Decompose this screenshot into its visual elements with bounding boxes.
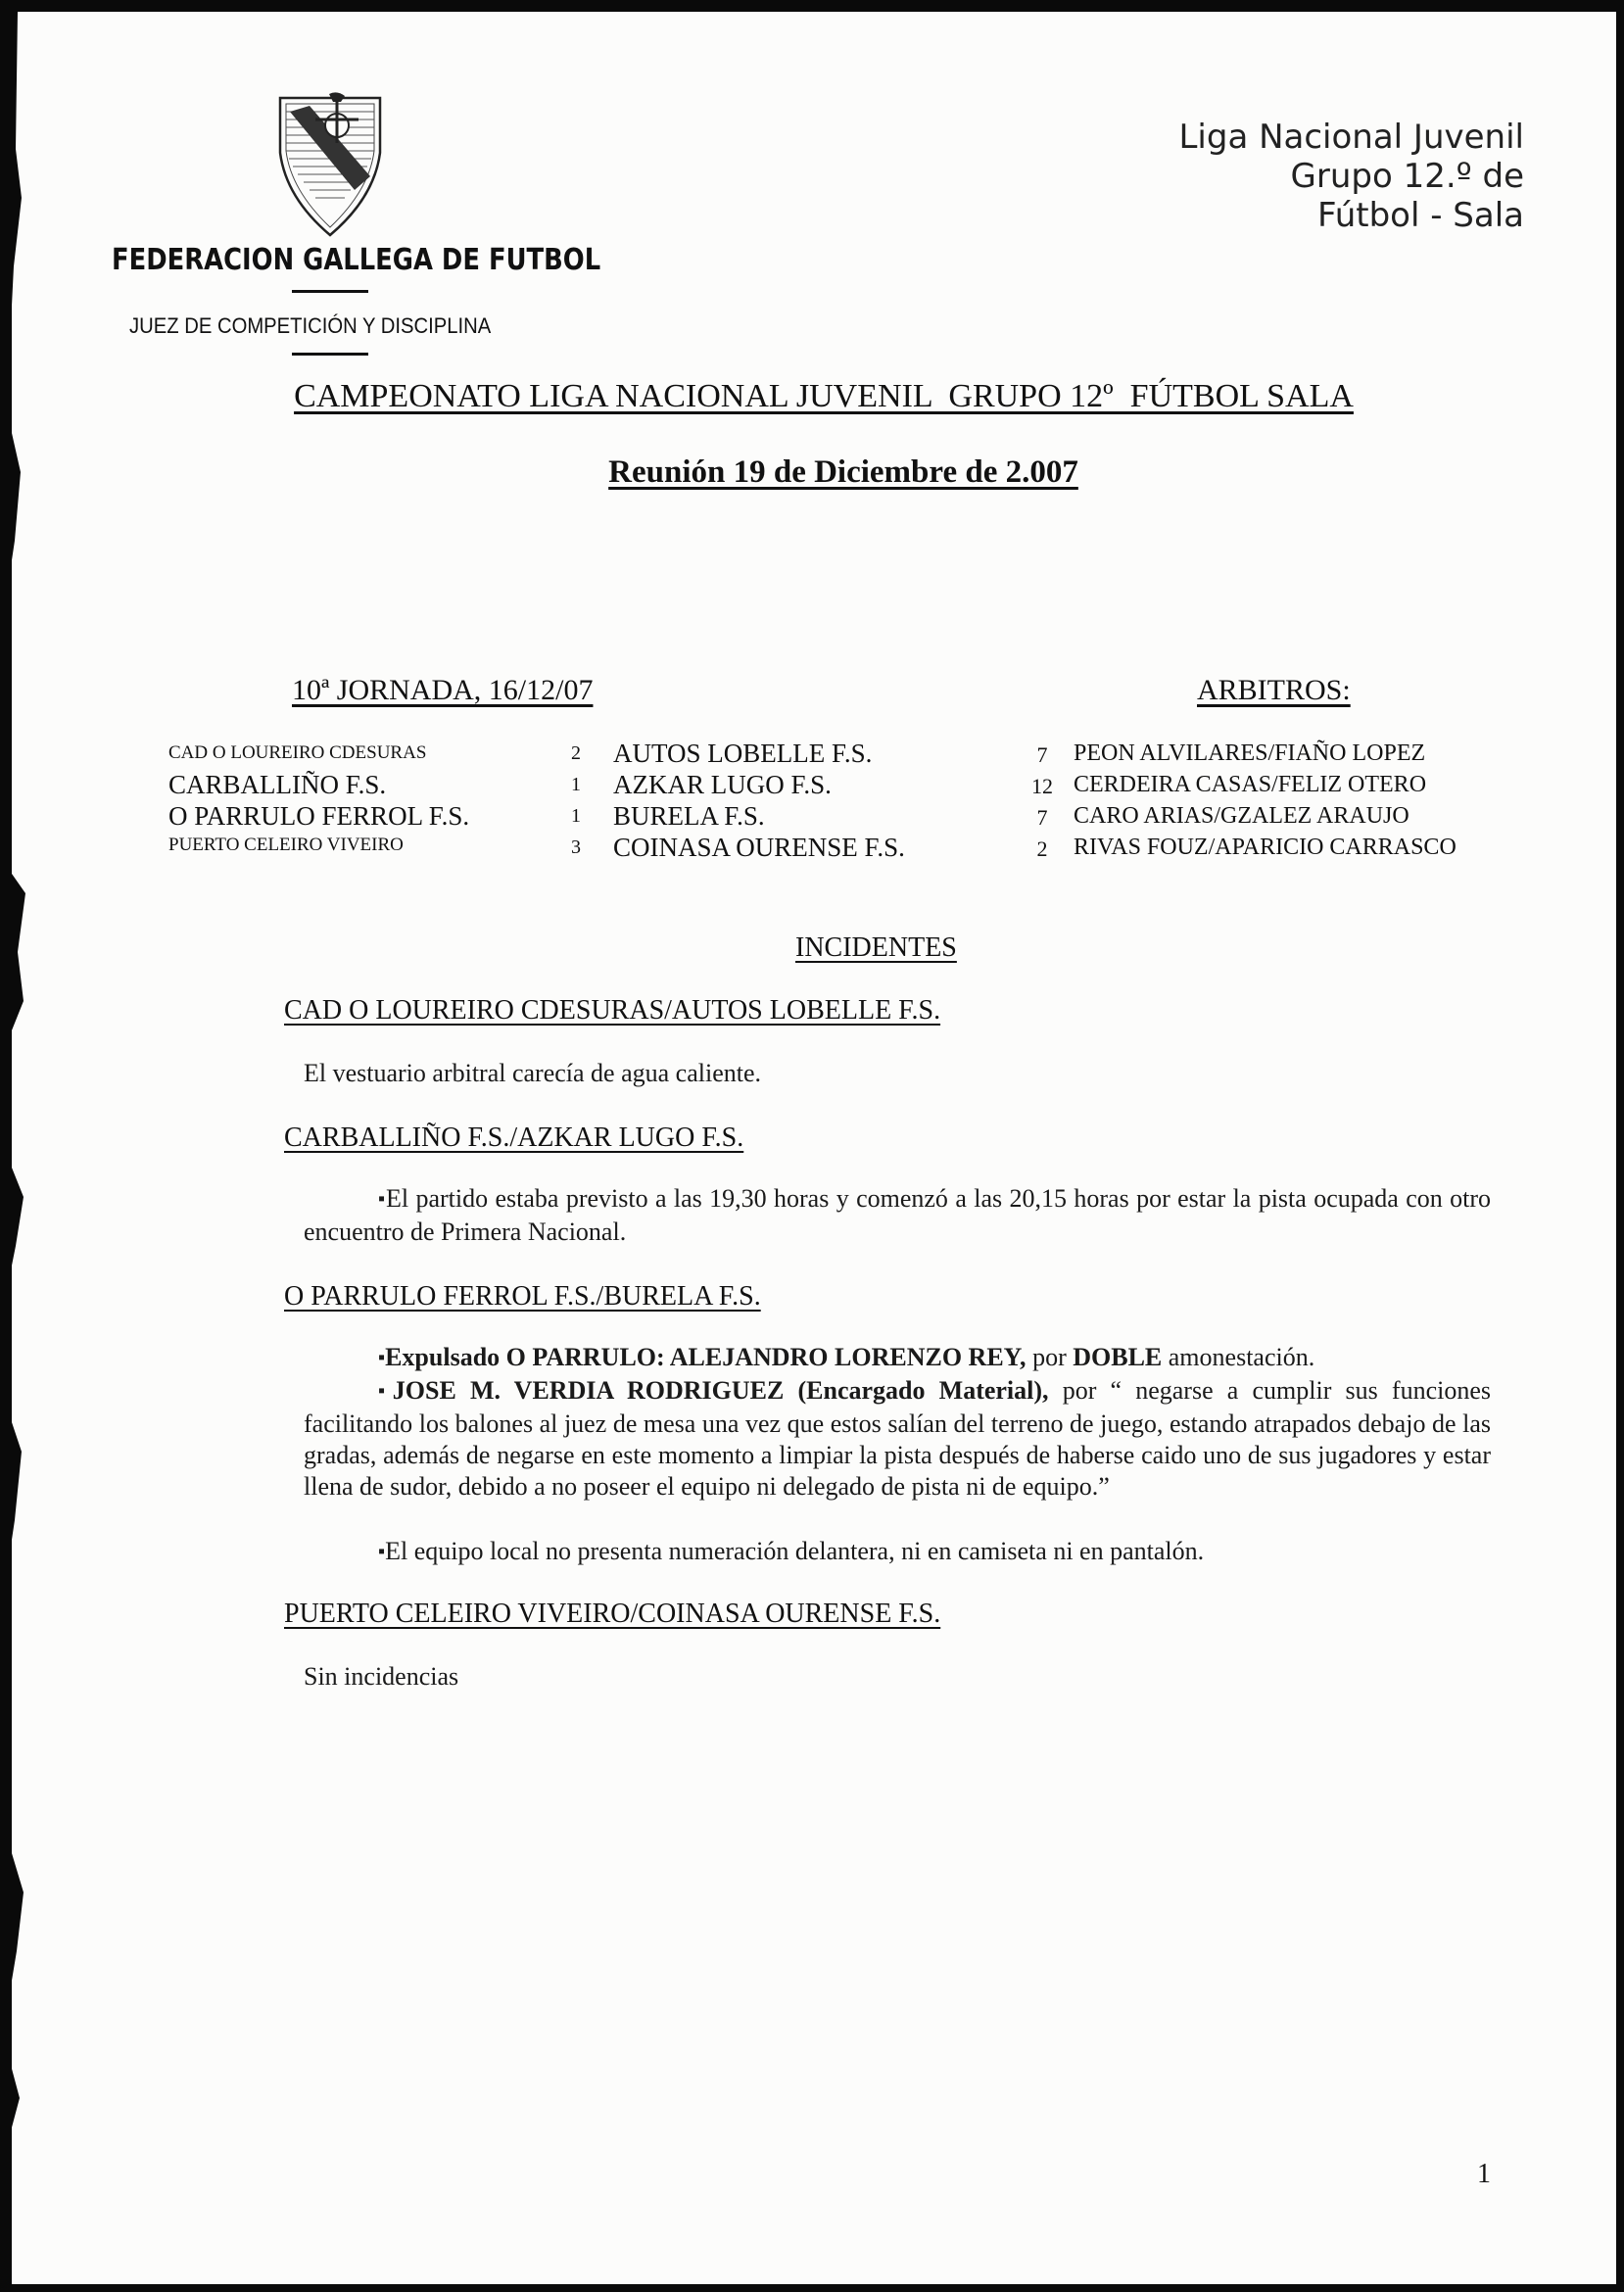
local-goals: 1 bbox=[571, 774, 581, 795]
incident-text: Sin incidencias bbox=[304, 1662, 459, 1691]
result-row bbox=[12, 739, 1616, 770]
match-heading: CAD O LOUREIRO CDESURAS/AUTOS LOBELLE F.S. bbox=[284, 995, 941, 1026]
local-team: CARBALLIÑO F.S. bbox=[168, 770, 387, 799]
match-heading: PUERTO CELEIRO VIVEIRO/COINASA OURENSE F.S. bbox=[284, 1599, 941, 1629]
local-team: O PARRULO FERROL F.S. bbox=[168, 801, 470, 831]
visitor-team: AZKAR LUGO F.S. bbox=[613, 770, 832, 799]
official-name: JOSE M. VERDIA RODRIGUEZ (Encargado Material), bbox=[392, 1376, 1049, 1405]
visitor-goals: 7 bbox=[1036, 805, 1048, 830]
bullet-icon bbox=[378, 1184, 386, 1213]
local-goals: 2 bbox=[571, 742, 581, 764]
bullet-icon bbox=[378, 1537, 385, 1565]
visitor-team: BURELA F.S. bbox=[613, 801, 765, 831]
bullet-icon bbox=[378, 1376, 393, 1405]
result-row bbox=[12, 801, 1616, 833]
document-page bbox=[12, 12, 1616, 2284]
bullet-icon bbox=[378, 1343, 385, 1371]
result-row bbox=[12, 770, 1616, 801]
league-line: Grupo 12.º de bbox=[1290, 157, 1524, 196]
jornada-heading: 10ª JORNADA, 16/12/07 bbox=[292, 674, 594, 706]
incident-text-body: El partido estaba previsto a las 19,30 horas y comenzó a las 20,15 horas por estar la pista ocupada con otro encuentro de Primera Nacional. bbox=[304, 1184, 1491, 1246]
referees: RIVAS FOUZ/APARICIO CARRASCO bbox=[1074, 835, 1457, 860]
local-goals: 1 bbox=[571, 805, 581, 827]
visitor-team: COINASA OURENSE F.S. bbox=[613, 833, 905, 862]
referees: PEON ALVILARES/FIAÑO LOPEZ bbox=[1074, 740, 1426, 766]
result-row bbox=[12, 833, 1616, 864]
header-rule bbox=[292, 290, 368, 293]
federation-logo-icon bbox=[276, 92, 384, 239]
referees: CERDEIRA CASAS/FELIZ OTERO bbox=[1074, 772, 1427, 797]
local-team: CAD O LOUREIRO CDESURAS bbox=[168, 742, 427, 763]
incidents-heading: INCIDENTES bbox=[795, 932, 957, 963]
federation-name: FEDERACION GALLEGA DE FUTBOL bbox=[112, 243, 601, 277]
material-incident bbox=[304, 1375, 1491, 1503]
referees-heading: ARBITROS: bbox=[1197, 674, 1351, 706]
page-number: 1 bbox=[1477, 2159, 1491, 2189]
federation-subtitle: JUEZ DE COMPETICIÓN Y DISCIPLINA bbox=[129, 313, 492, 338]
numbering-note bbox=[378, 1536, 1204, 1569]
incident-text: El vestuario arbitral carecía de agua caliente. bbox=[304, 1059, 762, 1087]
reason-bold: DOBLE bbox=[1073, 1343, 1163, 1371]
expulsion-note bbox=[378, 1342, 1314, 1375]
expelled-player: Expulsado O PARRULO: ALEJANDRO LORENZO REY, bbox=[385, 1343, 1027, 1371]
note-text: amonestación. bbox=[1162, 1343, 1315, 1371]
note-text: por bbox=[1026, 1343, 1074, 1371]
league-line: Liga Nacional Juvenil bbox=[1178, 118, 1524, 157]
visitor-goals: 7 bbox=[1036, 742, 1048, 767]
match-heading: CARBALLIÑO F.S./AZKAR LUGO F.S. bbox=[284, 1122, 744, 1153]
league-label bbox=[1178, 118, 1524, 235]
referees: CARO ARIAS/GZALEZ ARAUJO bbox=[1074, 803, 1409, 829]
meeting-date: Reunión 19 de Diciembre de 2.007 bbox=[608, 454, 1078, 490]
header-rule bbox=[292, 353, 368, 356]
incident-text-body: El equipo local no presenta numeración delantera, ni en camiseta ni en pantalón. bbox=[385, 1537, 1205, 1565]
torn-edge bbox=[12, 12, 29, 2284]
local-goals: 3 bbox=[571, 836, 581, 858]
league-line: Fútbol - Sala bbox=[1317, 196, 1524, 235]
visitor-team: AUTOS LOBELLE F.S. bbox=[613, 739, 873, 768]
visitor-goals: 2 bbox=[1036, 836, 1048, 861]
document-title: CAMPEONATO LIGA NACIONAL JUVENIL GRUPO 12º FÚTBOL SALA bbox=[294, 378, 1354, 414]
local-team: PUERTO CELEIRO VIVEIRO bbox=[168, 835, 404, 855]
incident-text bbox=[304, 1183, 1491, 1248]
incident-text-body: por “ negarse a cumplir sus funciones facilitando los balones al juez de mesa una vez que estos salían del terreno de juego, estando atrapados debajo de las gradas, además de negarse en este momento a limpiar la pista después de haberse caido uno de sus jugadores y estar llena de sudor, debido a no poseer el equipo ni delegado de pista ni de equipo.” bbox=[304, 1376, 1492, 1501]
match-heading: O PARRULO FERROL F.S./BURELA F.S. bbox=[284, 1281, 761, 1312]
visitor-goals: 12 bbox=[1031, 774, 1053, 798]
